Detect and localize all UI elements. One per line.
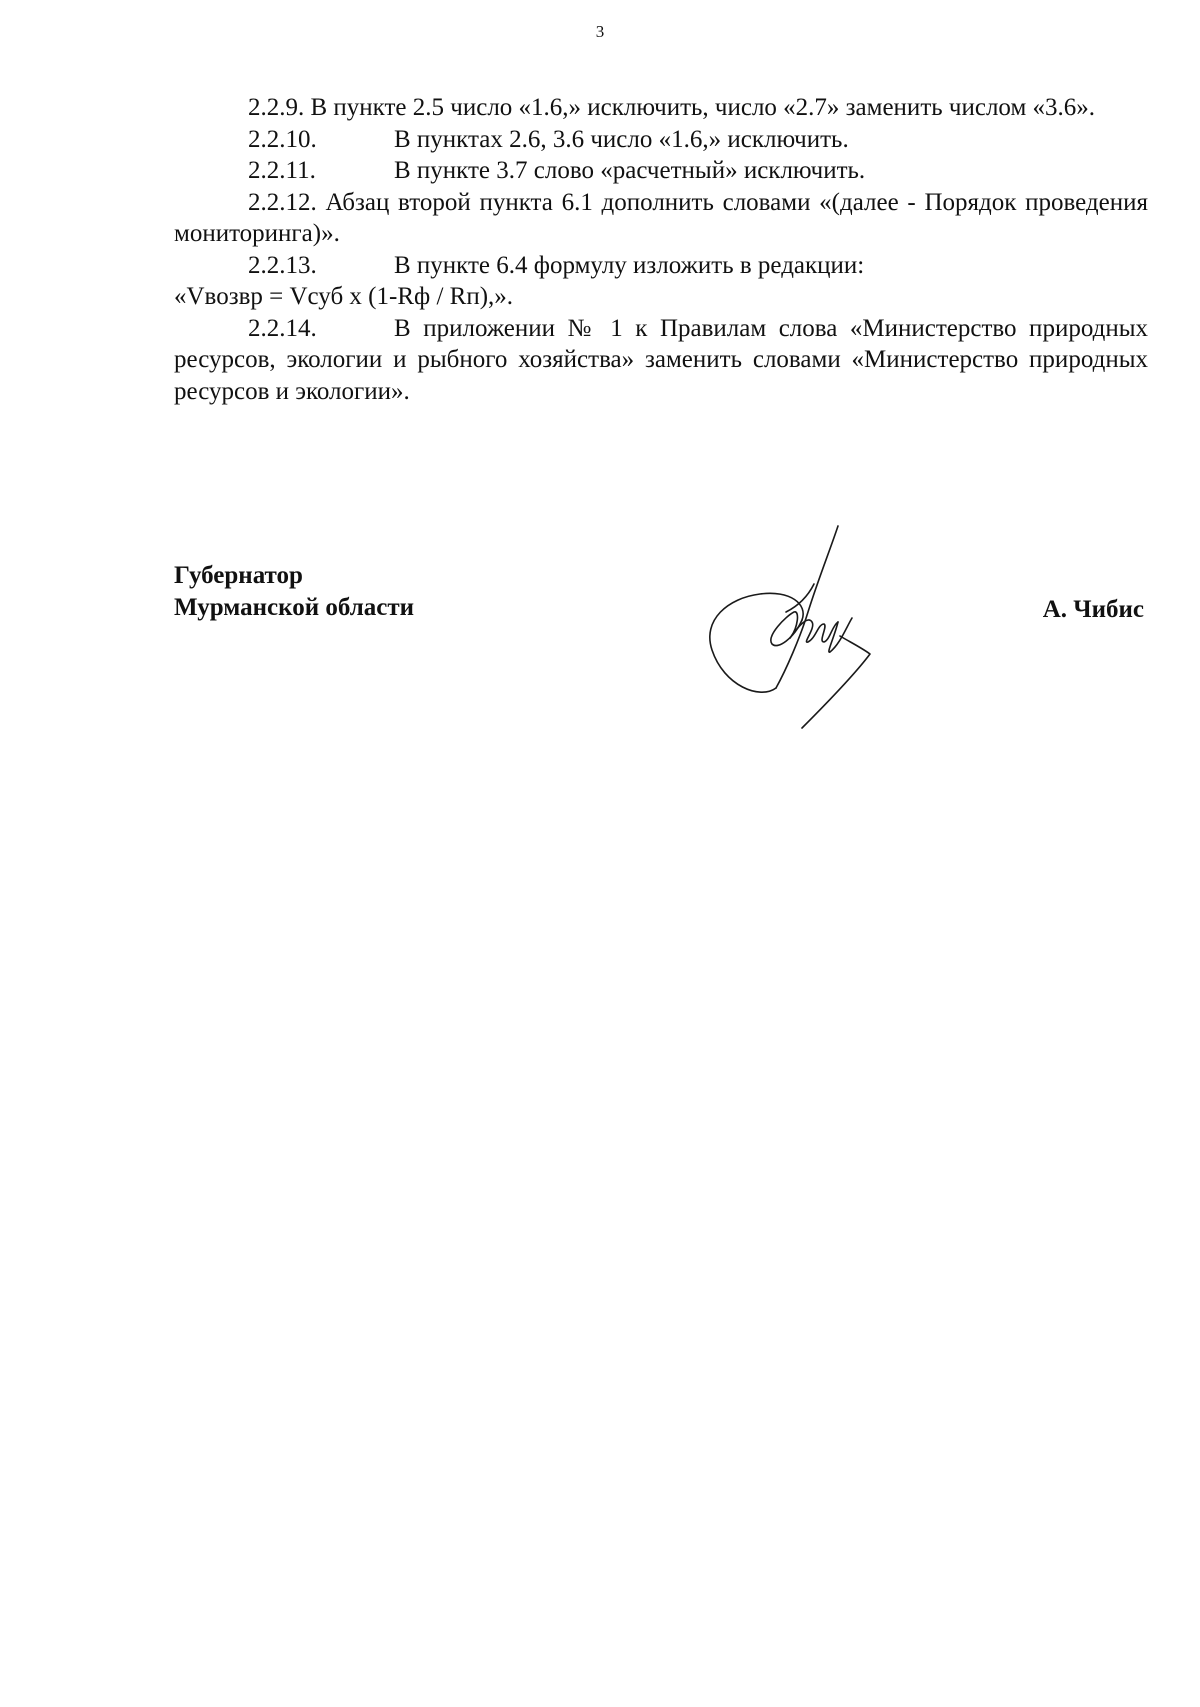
paragraph-number: 2.2.13.	[248, 251, 317, 279]
page-number: 3	[595, 22, 605, 41]
formula: «Vвозвр = Vсуб х (1-Rф / Rп),».	[174, 283, 514, 310]
signature-icon	[690, 520, 920, 740]
position-line-2: Мурманской области	[174, 594, 415, 621]
paragraph-text: В пункте 6.4 формулу изложить в редакции:	[394, 251, 865, 279]
paragraph-text: В пункте 3.7 слово «расчетный» исключить.	[394, 157, 866, 184]
signatory-name: А. Чибис	[1042, 596, 1144, 623]
paragraph-2-2-14	[174, 313, 1148, 408]
paragraph-number: 2.2.14.	[248, 314, 317, 342]
paragraph-2-2-12: 2.2.12. Абзац второй пункта 6.1 дополнить словами «(далее - Порядок проведения мониторинга)».	[174, 188, 1148, 247]
paragraph-2-2-10	[174, 124, 1148, 156]
paragraph-2-2-9: 2.2.9. В пункте 2.5 число «1.6,» исключить, число «2.7» заменить числом «3.6».	[248, 94, 1096, 121]
paragraph-text: В пунктах 2.6, 3.6 число «1.6,» исключить.	[394, 125, 849, 153]
position-line-1: Губернатор	[174, 562, 303, 589]
paragraph-number: 2.2.10.	[248, 125, 317, 153]
paragraph-2-2-11	[174, 155, 1148, 187]
document-body	[174, 92, 1148, 407]
signatory-position	[174, 560, 414, 624]
paragraph-2-2-13	[174, 250, 1148, 282]
paragraph-number: 2.2.11.	[248, 157, 316, 184]
paragraph-text: В приложении № 1 к Правилам слова «Министерство природных ресурсов, экологии и рыбного хозяйства» заменить словами «Министерство природных ресурсов и экологии».	[174, 314, 1148, 405]
